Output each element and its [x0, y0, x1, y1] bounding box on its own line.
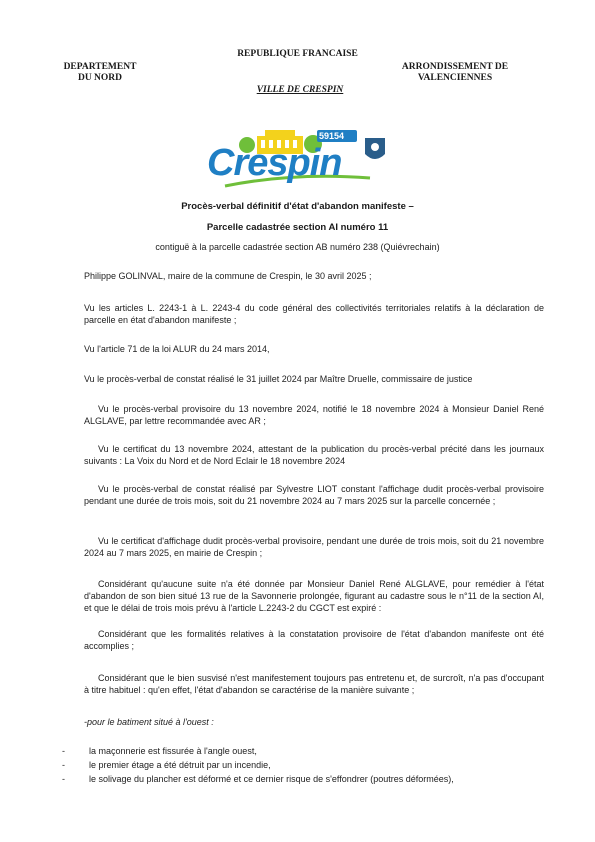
list-item — [62, 758, 542, 772]
department-line2: DU NORD — [77, 73, 123, 83]
arrondissement-line2: VALENCIENNES — [417, 73, 493, 83]
list-item — [62, 744, 542, 758]
document-subtitle: Parcelle cadastrée section AI numéro 11 — [206, 222, 389, 233]
crespin-logo — [205, 128, 390, 190]
vu-constat-paragraph: Vu le procès-verbal de constat réalisé le 31 juillet 2024 par Maître Druelle, commissaire de justice — [84, 374, 473, 384]
bullet-marker: - — [62, 746, 65, 756]
document-title: Procès-verbal définitif d'état d'abandon manifeste – — [181, 201, 414, 212]
document-parcel-note: contiguë à la parcelle cadastrée section AB numéro 238 (Quiévrechain) — [155, 242, 440, 252]
list-item-text: la maçonnerie est fissurée à l'angle ouest, — [89, 746, 257, 756]
republic-heading: REPUBLIQUE FRANCAISE — [237, 49, 358, 59]
mayor-paragraph: Philippe GOLINVAL, maire de la commune de Crespin, le 30 avril 2025 ; — [84, 271, 372, 281]
list-item-text: le premier étage a été détruit par un incendie, — [89, 760, 271, 770]
west-building-subheading: -pour le batiment situé à l'ouest : — [84, 717, 214, 727]
department-line1: DEPARTEMENT — [63, 62, 137, 72]
crest-icon — [365, 138, 385, 159]
arrondissement-block — [375, 62, 535, 84]
vu-certificat-paragraph: Vu le certificat du 13 novembre 2024, attestant de la publication du procès-verbal précité dans les journaux suivants : La Voix du Nord et de Nord Eclair le 18 novembre 2024 — [84, 444, 544, 466]
logo-wordmark: Crespin — [207, 142, 342, 184]
bullet-marker: - — [62, 774, 65, 784]
bullet-marker: - — [62, 760, 65, 770]
vu-articles-paragraph: Vu les articles L. 2243-1 à L. 2243-4 du code général des collectivités territoriales relatifs à la déclaration de parcelle en état d'abandon manifeste ; — [84, 303, 544, 325]
town-heading: VILLE DE CRESPIN — [256, 85, 344, 95]
vu-affichage-paragraph: Vu le procès-verbal de constat réalisé par Sylvestre LIOT constant l'affichage dudit procès-verbal provisoire pendant une durée de trois mois, soit du 21 novembre 2024 au 7 mars 2025 sur la parcelle concernée ; — [84, 484, 544, 506]
list-item — [62, 772, 542, 786]
department-block — [40, 62, 160, 84]
logo-badge-text: 59154 — [319, 131, 345, 141]
arrondissement-line1: ARRONDISSEMENT DE — [401, 62, 509, 72]
considerant-abandon-paragraph: Considérant que le bien susvisé n'est manifestement toujours pas entretenu et, de surcroît, n'a pas d'occupant à titre habituel : qu'en effet, l'état d'abandon se caractérise de la manière suivante ; — [84, 673, 544, 695]
vu-certificat-affichage-paragraph: Vu le certificat d'affichage dudit procès-verbal provisoire, pendant une durée de trois mois, soit du 21 novembre 2024 au 7 mars 2025, en mairie de Crespin ; — [84, 536, 544, 558]
vu-alur-paragraph: Vu l'article 71 de la loi ALUR du 24 mars 2014, — [84, 344, 270, 354]
vu-pv-provisoire-paragraph: Vu le procès-verbal provisoire du 13 novembre 2024, notifié le 18 novembre 2024 à Monsieur Daniel René ALGLAVE, par lettre recommandée avec AR ; — [84, 404, 544, 426]
defects-list — [62, 744, 542, 786]
considerant-formalites-paragraph: Considérant que les formalités relatives à la constatation provisoire de l'état d'abandon manifeste ont été accomplies ; — [84, 629, 544, 651]
considerant-suite-paragraph: Considérant qu'aucune suite n'a été donnée par Monsieur Daniel René ALGLAVE, pour remédier à l'état d'abandon de son bien situé 13 rue de la Savonnerie prolongée, figurant au cadastre sous le n°11 de la section AI, et que le délai de trois mois prévu à l'article L.2243-2 du CGCT est expiré : — [84, 579, 544, 613]
list-item-text: le solivage du plancher est déformé et ce dernier risque de s'effondrer (poutres déformées), — [89, 774, 454, 784]
